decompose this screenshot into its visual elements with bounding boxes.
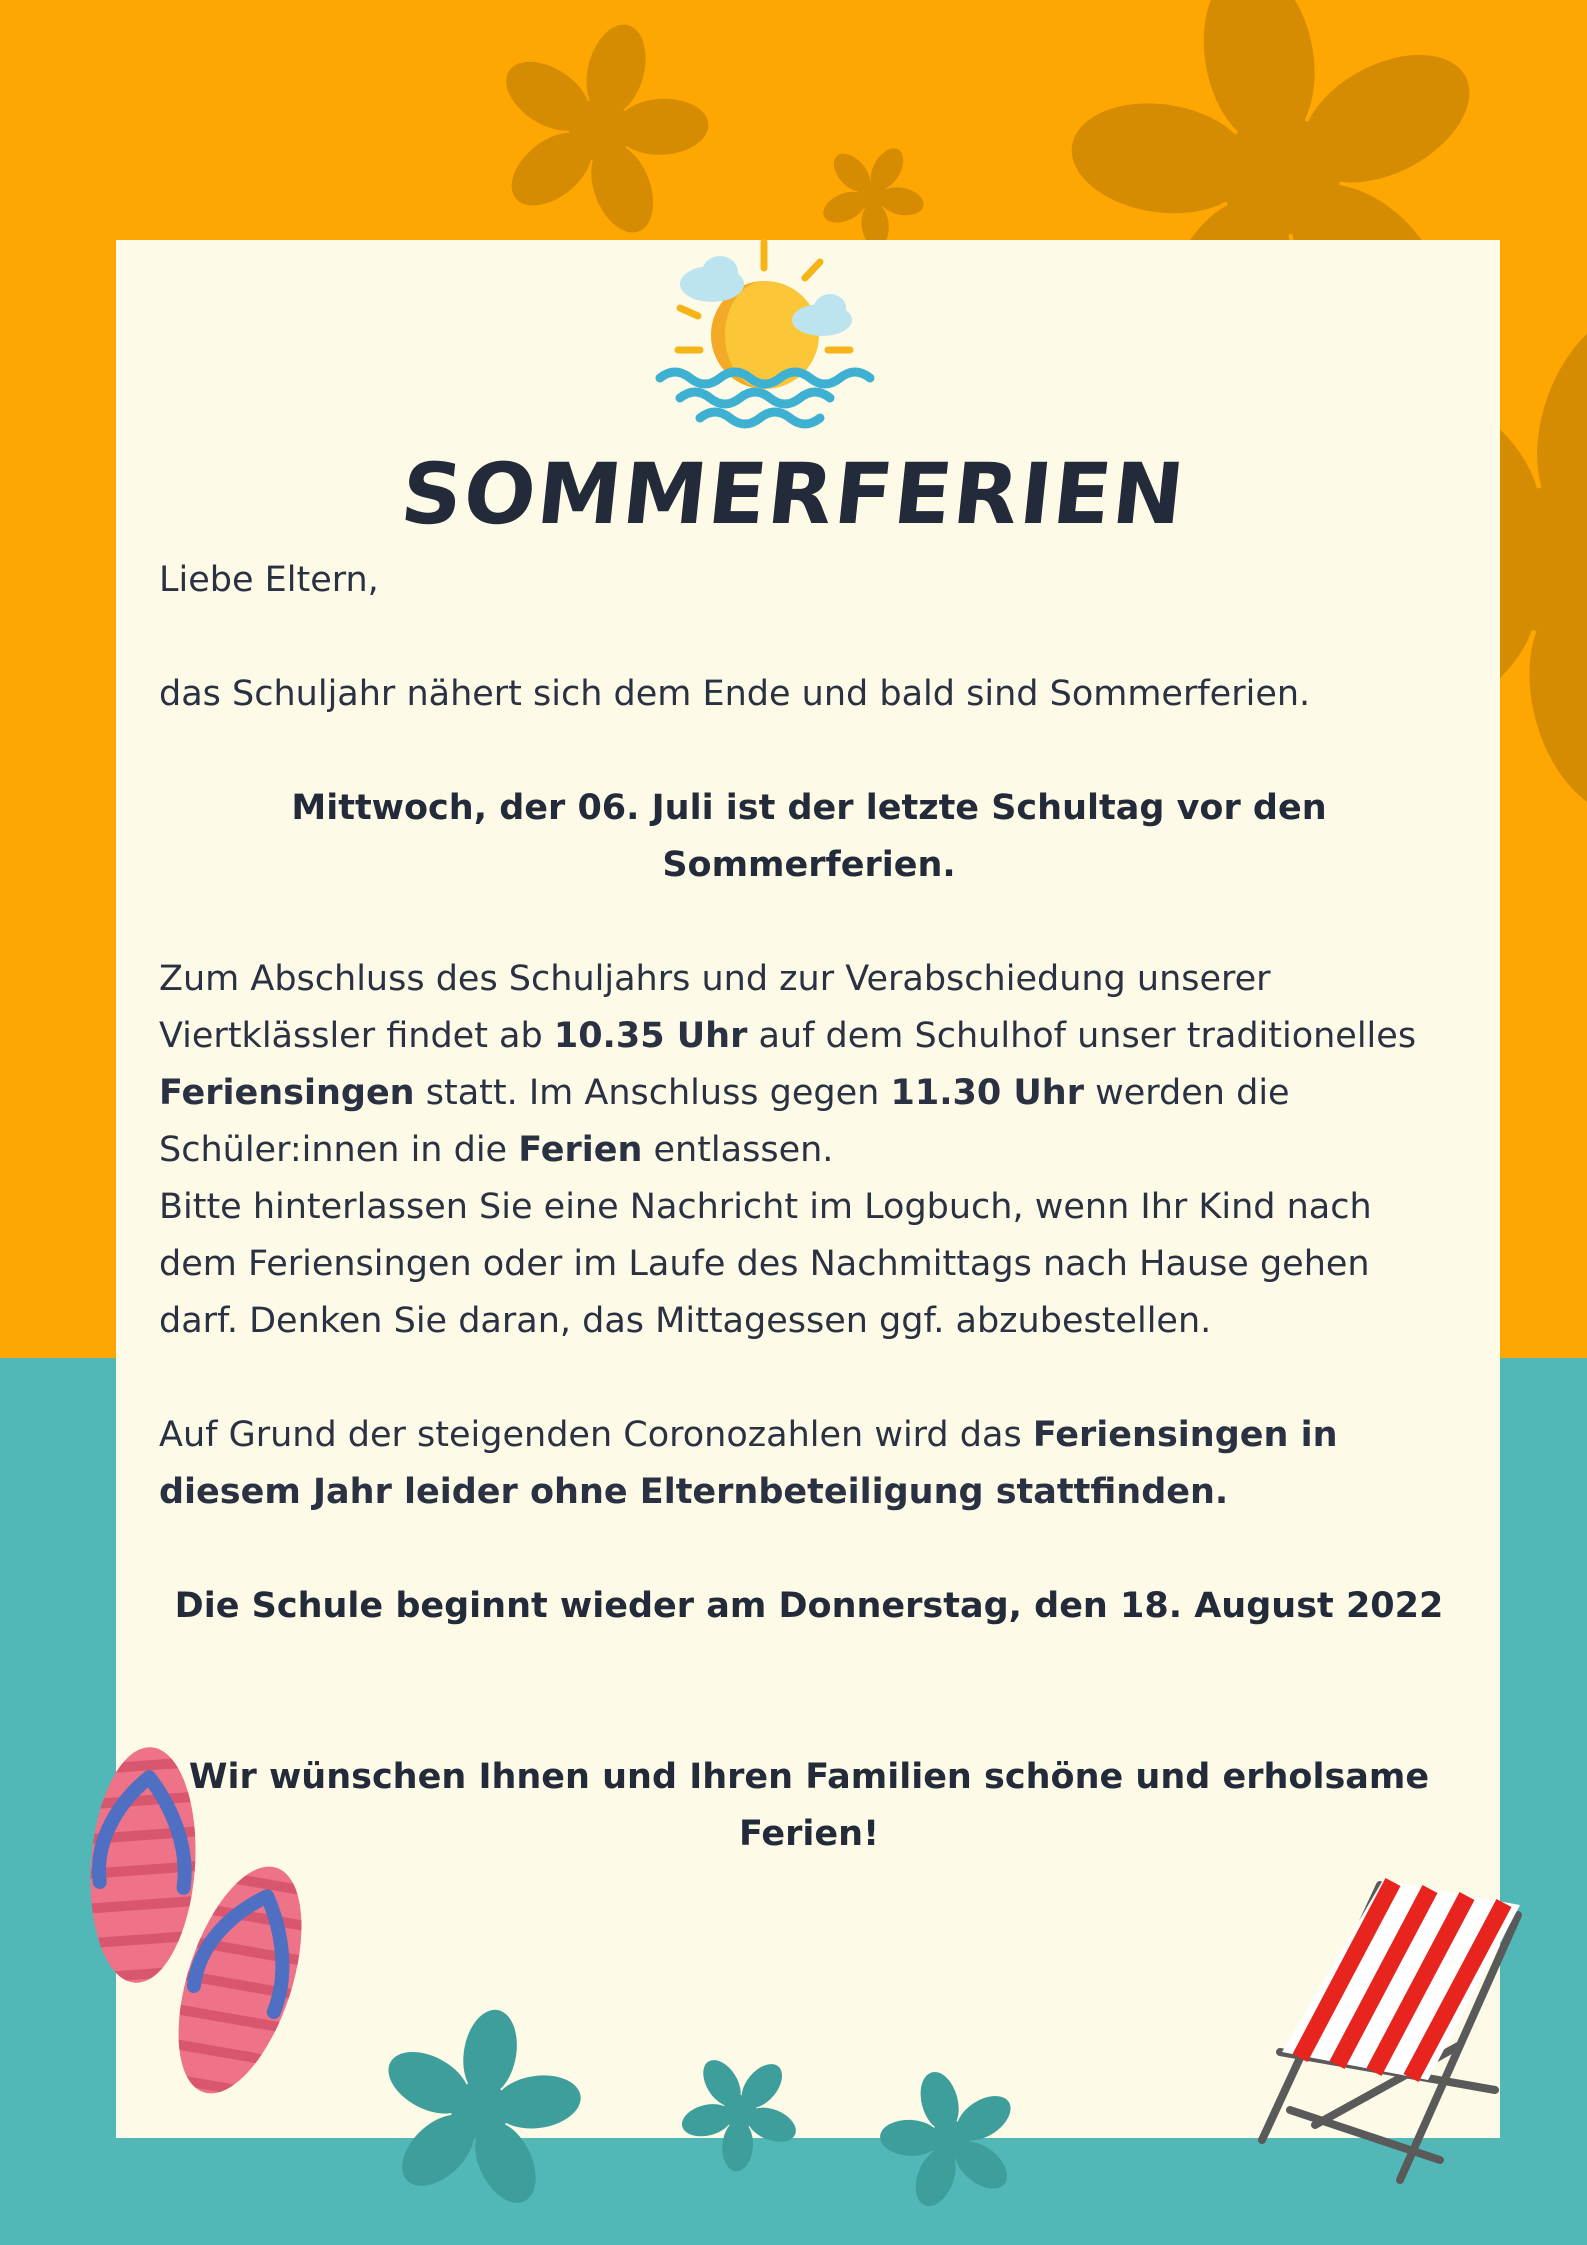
- flower-icon: [360, 1992, 601, 2224]
- intro-paragraph: das Schuljahr nähert sich dem Ende und bald sind Sommerferien.: [159, 674, 1311, 714]
- page-title: SOMMERFERIEN: [396, 445, 1191, 543]
- flower-icon: [656, 2027, 825, 2195]
- beach-chair-icon: [1262, 1880, 1520, 2180]
- school-restart: Die Schule beginnt wieder am Donnerstag, den 18. August 2022: [174, 1586, 1444, 1626]
- logbook-paragraph: Bitte hinterlassen Sie eine Nachricht im Logbuch, wenn Ihr Kind nach dem Feriensingen oder im Laufe des Nachmittags nach Hause gehen darf. Denken Sie daran, das Mittagessen ggf. abzubestellen.: [159, 1187, 1372, 1341]
- corona-paragraph: Auf Grund der steigenden Coronozahlen wird das Feriensingen in diesem Jahr leider ohne Elternbeteiligung stattfinden.: [159, 1415, 1338, 1512]
- greeting: Liebe Eltern,: [159, 560, 379, 600]
- holiday-wishes: Wir wünschen Ihnen und Ihren Familien schöne und erholsame Ferien!: [188, 1757, 1430, 1854]
- event-paragraph: Zum Abschluss des Schuljahrs und zur Verabschiedung unserer Viertklässler findet ab 10.35 Uhr auf dem Schulhof unser traditionelles Feriensingen statt. Im Anschluss gegen 11.30 Uhr werden die Schüler:innen in die Ferien entlassen.: [159, 959, 1417, 1170]
- flower-icon: [862, 2054, 1037, 2224]
- last-school-day: Mittwoch, der 06. Juli ist der letzte Schultag vor den Sommerferien.: [291, 788, 1327, 885]
- flip-flops-icon: [65, 1742, 343, 2115]
